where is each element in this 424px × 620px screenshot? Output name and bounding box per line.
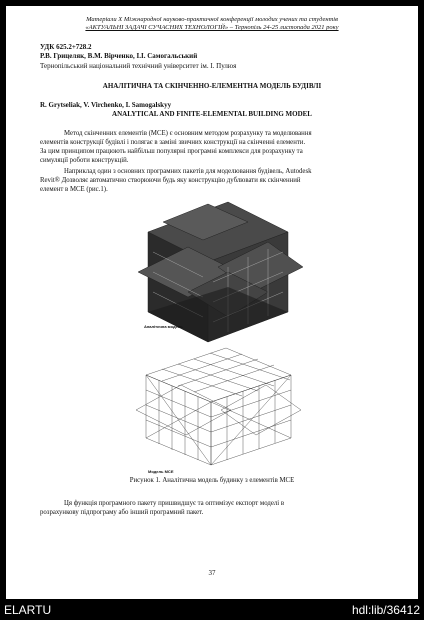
document-page bbox=[6, 6, 418, 599]
conference-header-line2: «АКТУАЛЬНІ ЗАДАЧІ СУЧАСНИХ ТЕХНОЛОГІЙ» – Тернопіль 24-25 листопада 2021 року bbox=[85, 24, 339, 31]
affiliation: Тернопільський національний технічний університет ім. І. Пулюя bbox=[40, 62, 237, 70]
paragraph-1-line-4: симуляції роботи конструкцій. bbox=[40, 157, 129, 164]
paragraph-3-line-1: Ця функція програмного пакету пришвидшує та оптимізує експорт моделі в bbox=[64, 500, 285, 507]
footer-handle-link[interactable]: hdl:lib/36412 bbox=[351, 603, 420, 617]
footer-bar bbox=[0, 599, 424, 620]
figure-caption: Рисунок 1. Аналітична модель будинку з елементів МСЕ bbox=[129, 477, 295, 484]
paragraph-1-line-2: елементів конструкції будівлі і полягає в заміні звичних конструкції на скінченні елементи. bbox=[40, 139, 306, 146]
page-number: 37 bbox=[208, 569, 216, 577]
title-ukrainian: АНАЛІТИЧНА ТА СКІНЧЕННО-ЕЛЕМЕНТНА МОДЕЛЬ БУДІВЛІ bbox=[102, 82, 322, 90]
fem-model-label: Модель МСЕ bbox=[148, 469, 174, 474]
title-english: ANALYTICAL AND FINITE-ELEMENTAL BUILDING MODEL bbox=[112, 110, 312, 118]
analytical-model-label: Аналітична модель bbox=[144, 324, 183, 329]
paragraph-2-line-3: елемент в МСЕ (рис.1). bbox=[40, 186, 108, 193]
fem-model-image bbox=[126, 340, 306, 470]
authors-english: R. Grytseliak, V. Virchenko, I. Samogalskyy bbox=[40, 101, 172, 109]
udk-code: УДК 625.2+728.2 bbox=[40, 43, 92, 51]
authors-ukrainian: Р.В. Грицеляк, В.М. Вірченко, І.І. Самогальський bbox=[40, 52, 198, 60]
paragraph-2-line-1: Наприклад один з основних програмних пакетів для моделювання будівель, Autodesk bbox=[64, 168, 312, 175]
paragraph-1-line-3: За цим принципом працюють найбільш популярні програмні комплекси для розрахунку та bbox=[40, 148, 303, 155]
conference-header-line1: Матеріали Х Міжнародної науково-практичної конференції молодих учених та студентів bbox=[86, 16, 338, 23]
paragraph-2-line-2: Revit® Дозволяє автоматично створюючи будь яку конструкцію дублювати як скінченний bbox=[40, 177, 301, 184]
footer-repository-name: ELARTU bbox=[4, 603, 52, 617]
paragraph-3-line-2: розрахункову підпрограму або інший програмний пакет. bbox=[40, 509, 204, 516]
paragraph-1-line-1: Метод скінченних елементів (МСЕ) є основним методом розрахунку та моделювання bbox=[64, 130, 312, 137]
